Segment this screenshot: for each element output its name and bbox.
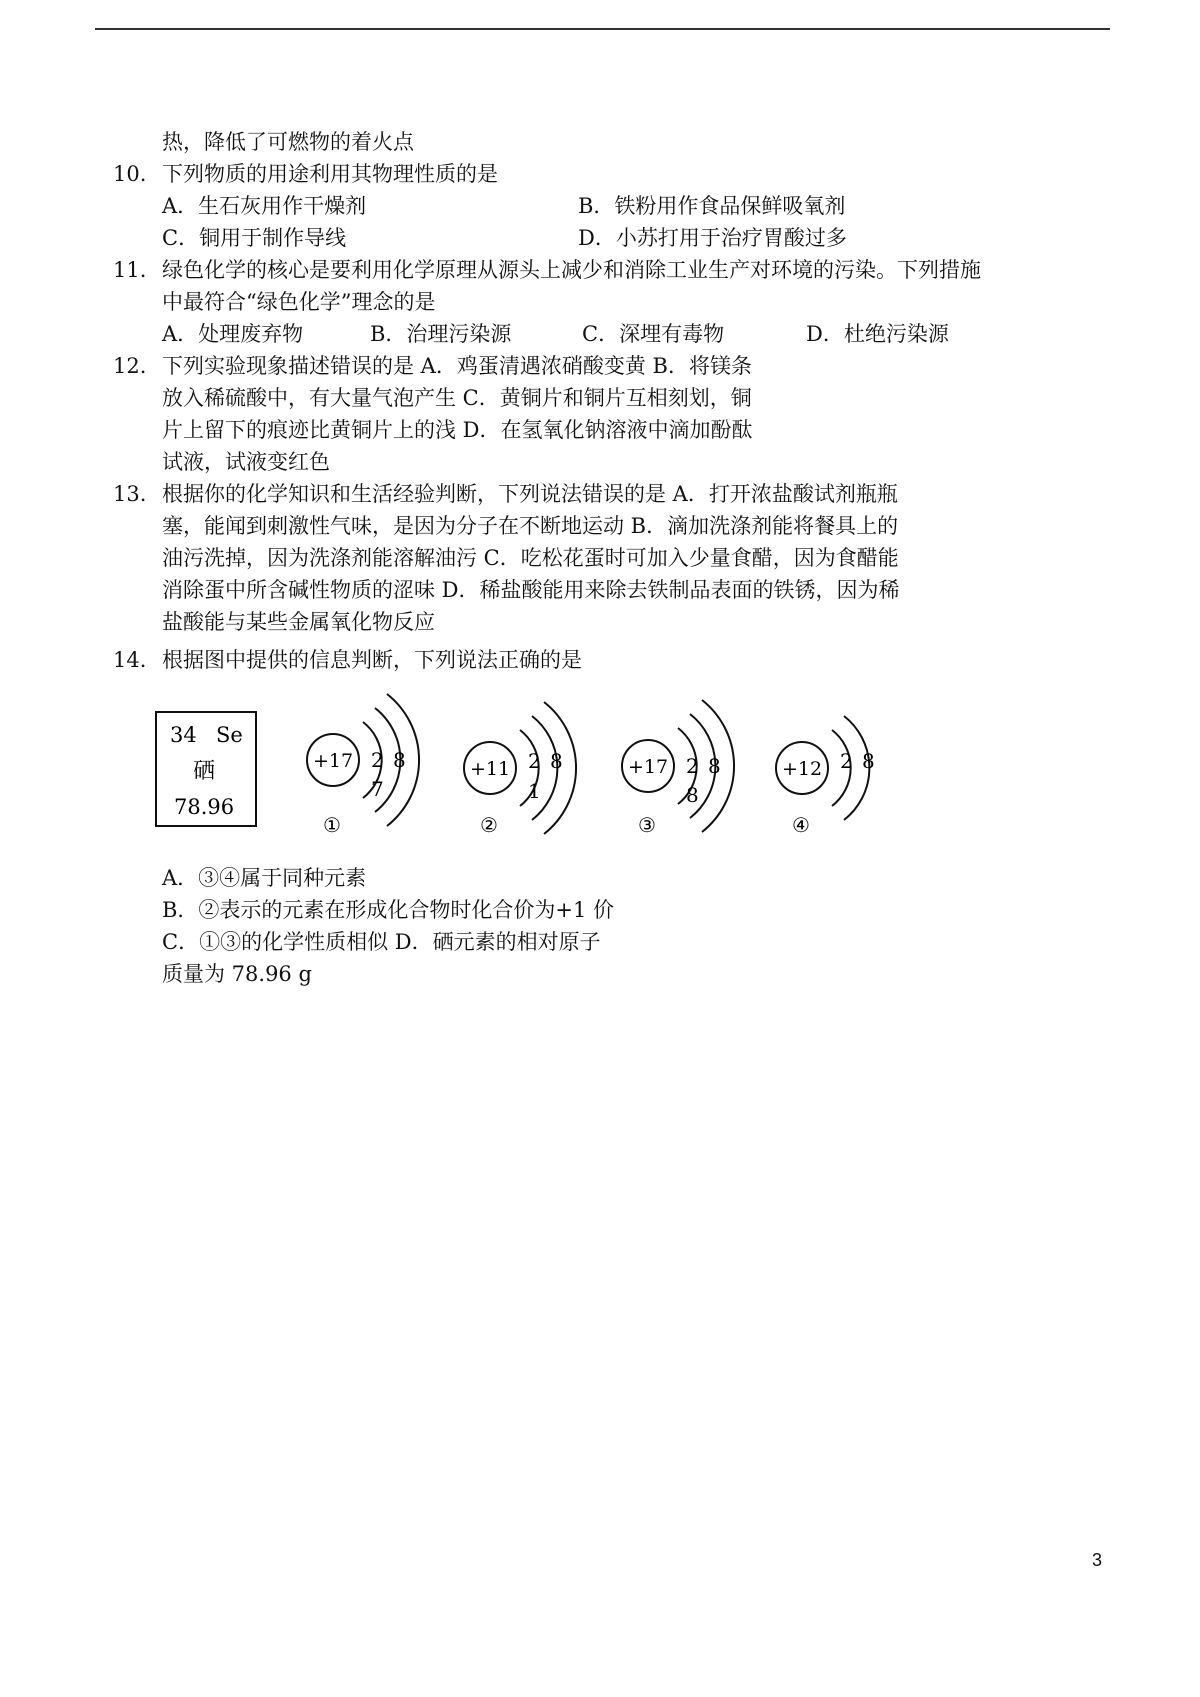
nucleus-charge: +17 [628, 756, 669, 778]
nucleus-charge: +11 [470, 758, 511, 780]
q13-line4: 消除蛋中所含碱性物质的涩味 D．稀盐酸能用来除去铁制品表面的铁锈，因为稀 [162, 578, 900, 602]
q11-option-d: D．杜绝污染源 [806, 322, 949, 346]
atom-label: ④ [792, 813, 810, 837]
q13-line2: 塞，能闻到刺激性气味，是因为分子在不断地运动 B．滴加洗涤剂能将餐具上的 [162, 514, 899, 538]
atom-label: ③ [638, 813, 656, 837]
q11-option-a: A．处理废弃物 [162, 322, 304, 346]
element-number: 34 [170, 723, 197, 747]
q14-option-a: A．③④属于同种元素 [162, 866, 367, 890]
atom-label: ① [323, 813, 341, 837]
q10-option-a: A．生石灰用作干燥剂 [162, 194, 367, 218]
atom-diagram-3 [622, 700, 734, 837]
q11-number: 11. [113, 258, 147, 282]
shell-electrons-1: 2 [528, 749, 541, 773]
atom-label: ② [480, 813, 498, 837]
q13-number: 13. [113, 482, 147, 506]
q14-figure [0, 672, 1200, 852]
q12-number: 12. [113, 354, 147, 378]
header-rule [95, 28, 1110, 30]
shell-electrons-3: 7 [371, 777, 384, 801]
shell-electrons-1: 2 [686, 754, 699, 778]
shell-electrons-3: 1 [528, 779, 541, 803]
q14-option-b: B．②表示的元素在形成化合物时化合价为+1 价 [162, 898, 615, 922]
q12-line1: 下列实验现象描述错误的是 A．鸡蛋清遇浓硝酸变黄 B．将镁条 [162, 354, 752, 378]
q11-stem-line2: 中最符合“绿色化学”理念的是 [162, 290, 436, 314]
shell-electrons-1: 2 [371, 748, 384, 772]
q10-number: 10. [113, 162, 147, 186]
shell-electrons-2: 8 [862, 749, 875, 773]
atom-diagram-4 [776, 716, 875, 837]
element-mass: 78.96 [174, 795, 235, 819]
q13-line5: 盐酸能与某些金属氧化物反应 [162, 610, 435, 634]
q14-option-d-tail: 质量为 78.96 g [162, 962, 312, 986]
element-symbol: Se [216, 723, 243, 747]
q11-option-c: C．深埋有毒物 [582, 322, 725, 346]
q11-option-b: B．治理污染源 [370, 322, 512, 346]
element-name: 硒 [193, 759, 216, 784]
atom-diagram-1 [307, 694, 419, 837]
q12-line4: 试液，试液变红色 [162, 450, 330, 474]
atom-diagram-2 [464, 702, 576, 837]
q14-number: 14. [113, 648, 147, 672]
q13-line3: 油污洗掉，因为洗涤剂能溶解油污 C．吃松花蛋时可加入少量食醋，因为食醋能 [162, 546, 899, 570]
q13-line1: 根据你的化学知识和生活经验判断，下列说法错误的是 A．打开浓盐酸试剂瓶瓶 [162, 482, 898, 506]
q10-option-b: B．铁粉用作食品保鲜吸氧剂 [578, 194, 846, 218]
shell-electrons-2: 8 [708, 754, 721, 778]
q12-line3: 片上留下的痕迹比黄铜片上的浅 D．在氢氧化钠溶液中滴加酚酞 [162, 418, 753, 442]
nucleus-charge: +17 [313, 750, 354, 772]
page-number: 3 [1092, 1550, 1103, 1570]
q12-line2: 放入稀硫酸中，有大量气泡产生 C．黄铜片和铜片互相刻划，铜 [162, 386, 752, 410]
q10-stem: 下列物质的用途利用其物理性质的是 [162, 162, 498, 186]
q14-option-c-d: C．①③的化学性质相似 D．硒元素的相对原子 [162, 930, 601, 954]
q11-stem-line1: 绿色化学的核心是要利用化学原理从源头上减少和消除工业生产对环境的污染。下列措施 [162, 258, 981, 282]
shell-electrons-2: 8 [550, 749, 563, 773]
q14-stem: 根据图中提供的信息判断，下列说法正确的是 [162, 648, 582, 672]
q9-tail: 热，降低了可燃物的着火点 [162, 130, 414, 154]
shell-electrons-2: 8 [393, 748, 406, 772]
shell-electrons-3: 8 [686, 783, 699, 807]
nucleus-charge: +12 [782, 758, 823, 780]
shell-electrons-1: 2 [840, 749, 853, 773]
q10-option-c: C．铜用于制作导线 [162, 226, 347, 250]
q10-option-d: D．小苏打用于治疗胃酸过多 [578, 226, 847, 250]
